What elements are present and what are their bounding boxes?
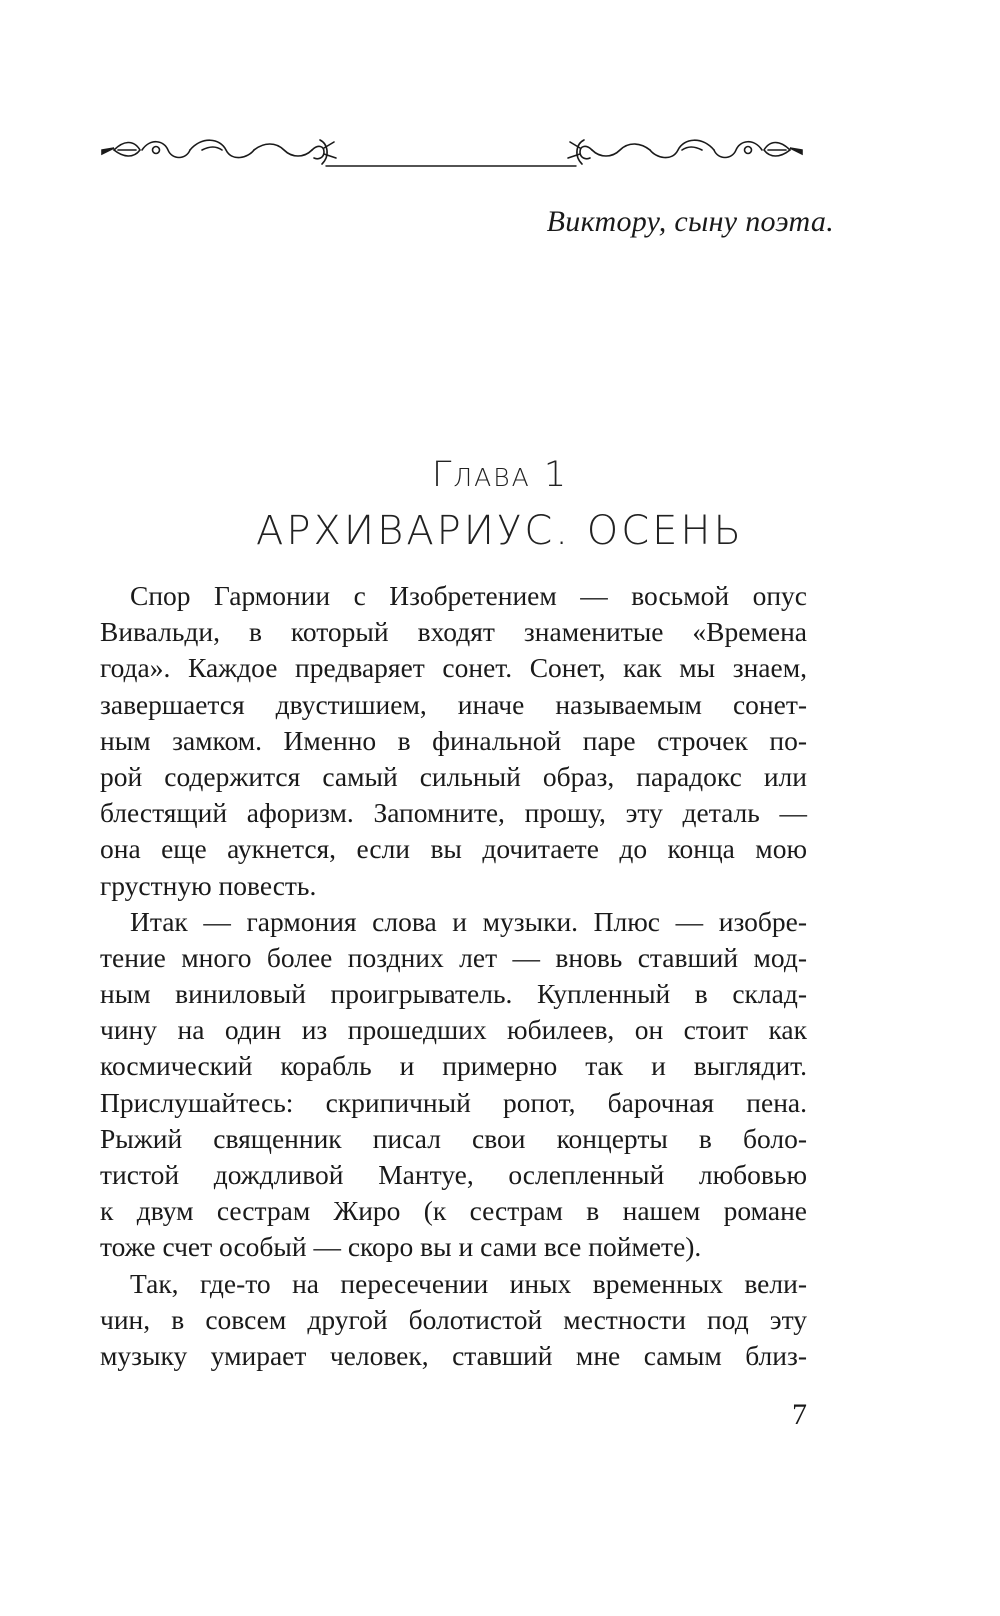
- text-line: чин, в совсем другой болотистой местности под эту: [100, 1303, 807, 1335]
- text-line: Рыжий священник писал свои концерты в боло-: [100, 1122, 807, 1154]
- text-line: грустную повесть.: [100, 869, 317, 901]
- chapter-number: Глава 1: [431, 455, 569, 495]
- text-line: Итак — гармония слова и музыки. Плюс — изобре-: [130, 905, 807, 937]
- text-line: космический корабль и примерно так и выглядит.: [100, 1050, 807, 1082]
- decorative-scroll-divider-icon: [98, 128, 806, 178]
- text-line: Спор Гармонии с Изобретением — восьмой опус: [130, 580, 807, 611]
- text-line: ным замком. Именно в финальной паре строчек по-: [100, 724, 807, 756]
- text-line: музыку умирает человек, ставший мне самым близ-: [100, 1339, 807, 1371]
- dedication: Виктору, сыну поэта.: [546, 205, 834, 238]
- text-line: Вивальди, в который входят знаменитые «Времена: [100, 616, 807, 648]
- text-line: года». Каждое предваряет сонет. Сонет, как мы знаем,: [100, 652, 807, 684]
- text-line: блестящий афоризм. Запомните, прошу, эту деталь —: [100, 797, 807, 829]
- page-number: 7: [792, 1398, 807, 1431]
- text-line: она еще аукнется, если вы дочитаете до конца мою: [100, 833, 807, 865]
- text-line: ным виниловый проигрыватель. Купленный в склад-: [100, 978, 807, 1010]
- text-line: к двум сестрам Жиро (к сестрам в нашем романе: [100, 1195, 807, 1227]
- text-line: чину на один из прошедших юбилеев, он стоит как: [100, 1014, 807, 1046]
- text-line: завершается двустишием, иначе называемым сонет-: [100, 688, 807, 720]
- body-text: [100, 578, 807, 1374]
- text-line: тистой дождливой Мантуе, ослепленный любовью: [100, 1159, 807, 1190]
- text-line: тение много более поздних лет — вновь ставший мод-: [100, 941, 807, 973]
- text-line: Так, где-то на пересечении иных временных вели-: [130, 1267, 807, 1299]
- chapter-title: АРХИВАРИУС. ОСЕНЬ: [256, 508, 744, 554]
- text-line: рой содержится самый сильный образ, парадокс или: [100, 760, 807, 792]
- text-line: Прислушайтесь: скрипичный ропот, барочная пена.: [100, 1086, 807, 1118]
- text-line: тоже счет особый — скоро вы и сами все поймете).: [100, 1231, 702, 1263]
